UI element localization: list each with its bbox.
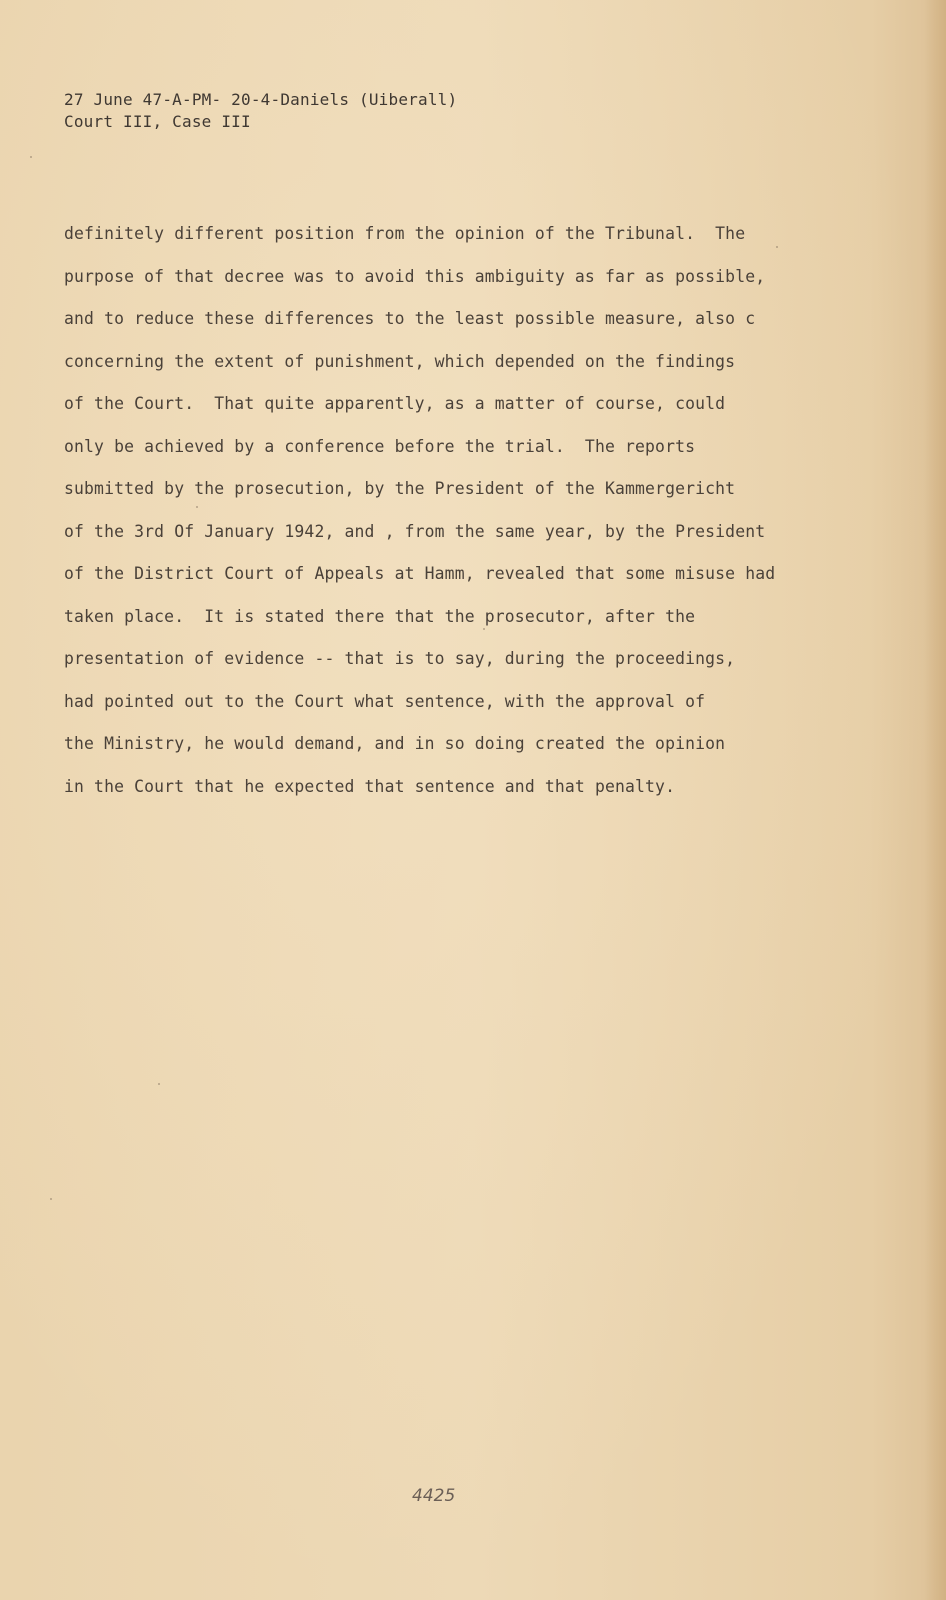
transcript-body — [64, 213, 864, 808]
header-session-line: 27 June 47-A-PM- 20-4-Daniels (Uiberall) — [64, 90, 458, 109]
transcript-line: of the Court. That quite apparently, as a matter of course, could — [64, 394, 726, 413]
page-number: 4425 — [412, 1486, 456, 1506]
paper-speck — [483, 628, 485, 630]
transcript-line: taken place. It is stated there that the prosecutor, after the — [64, 606, 696, 626]
paper-speck — [50, 1198, 52, 1200]
transcript-line: concerning the extent of punishment, which depended on the findings — [64, 351, 736, 371]
transcript-line: in the Court that he expected that sentence and that penalty. — [64, 776, 676, 796]
transcript-line: presentation of evidence -- that is to say, during the proceedings, — [64, 649, 736, 668]
transcript-line: purpose of that decree was to avoid this ambiguity as far as possible, — [64, 266, 766, 286]
paper-speck — [158, 1083, 160, 1085]
transcript-line: of the District Court of Appeals at Hamm, revealed that some misuse had — [64, 564, 776, 583]
transcript-line: submitted by the prosecution, by the President of the Kammergericht — [64, 479, 736, 498]
transcript-line: the Ministry, he would demand, and in so doing created the opinion — [64, 734, 726, 753]
paper-speck — [30, 156, 32, 158]
transcript-line: had pointed out to the Court what sentence, with the approval of — [64, 691, 706, 711]
transcript-line: of the 3rd Of January 1942, and , from the same year, by the President — [64, 521, 766, 541]
transcript-line: definitely different position from the opinion of the Tribunal. The — [64, 224, 746, 243]
paper-speck — [196, 506, 198, 508]
document-header — [64, 89, 457, 133]
transcript-line: and to reduce these differences to the least possible measure, also c — [64, 309, 756, 328]
transcript-line: only be achieved by a conference before the trial. The reports — [64, 436, 696, 456]
header-court-line: Court III, Case III — [64, 112, 251, 131]
page-edge-shadow — [924, 0, 946, 1600]
paper-speck — [776, 246, 778, 248]
